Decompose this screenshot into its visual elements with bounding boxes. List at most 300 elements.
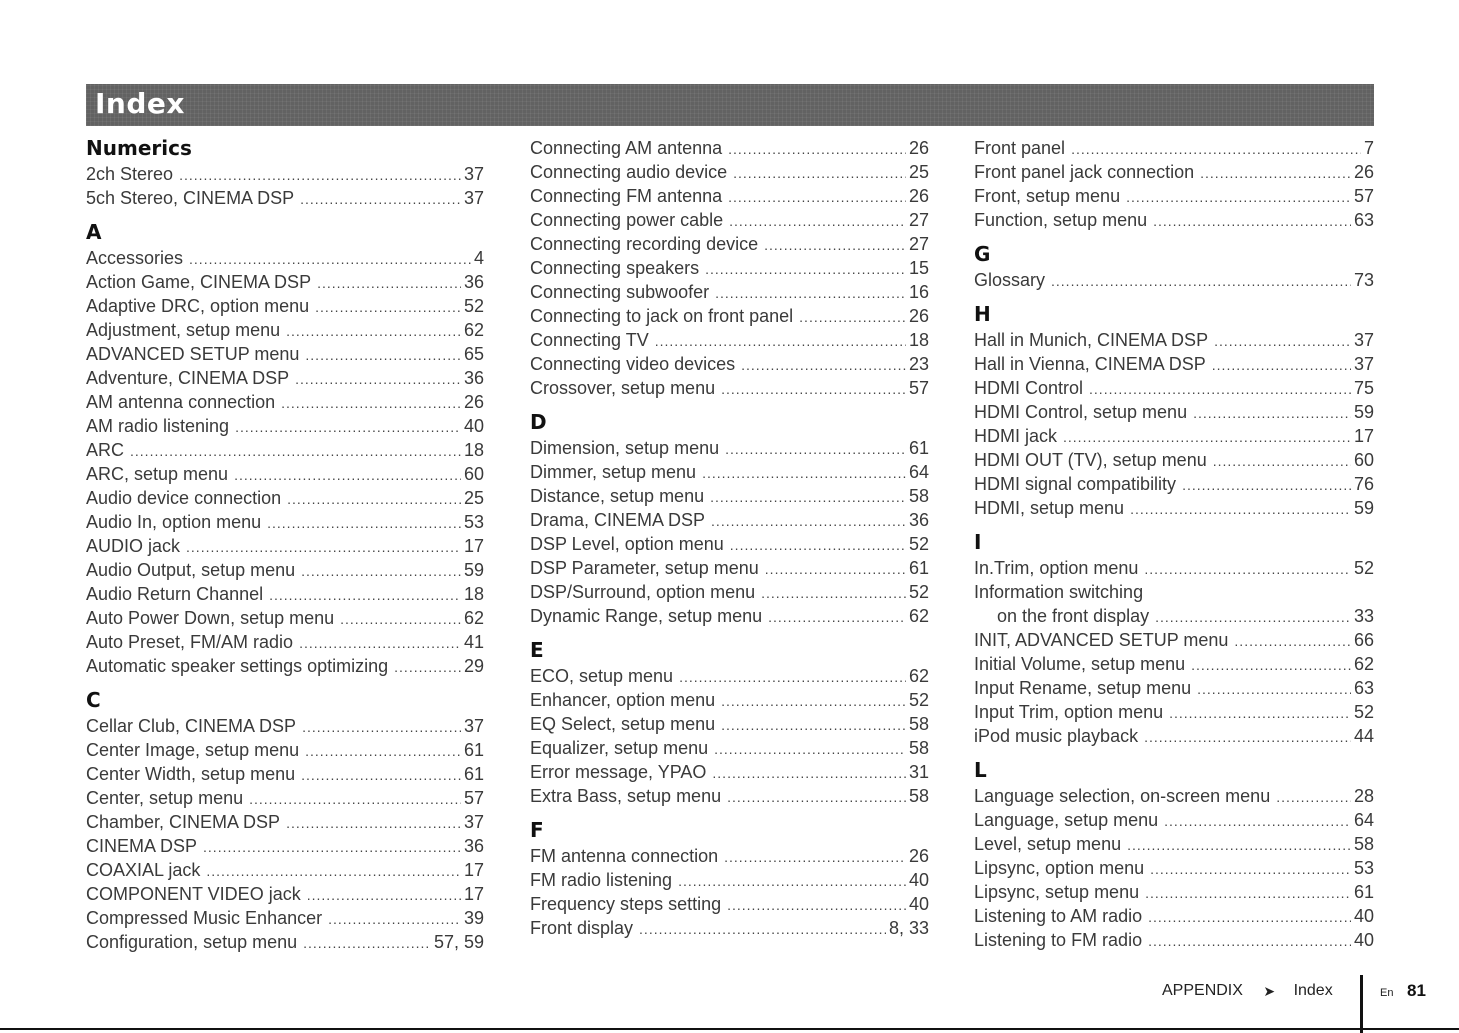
index-term: Front panel jack connection [974,162,1195,182]
dot-leader [203,834,461,859]
page-reference: 58 [908,738,929,758]
page-reference: 64 [1353,810,1374,830]
index-entry [530,352,929,376]
dot-leader [655,328,906,353]
index-entry [974,184,1374,208]
page-reference: 36 [463,836,484,856]
page-reference: 65 [463,344,484,364]
page-reference: 58 [908,786,929,806]
index-entry [530,532,929,556]
dot-leader [302,714,461,739]
page-reference: 37 [1353,354,1374,374]
dot-leader [679,664,906,689]
page-reference: 28 [1353,786,1374,806]
dot-leader [727,784,906,809]
index-term: HDMI, setup menu [974,498,1125,518]
page-reference: 40 [1353,906,1374,926]
dot-leader [1127,832,1351,857]
index-entry [974,160,1374,184]
dot-leader [702,460,906,485]
page-reference: 52 [908,534,929,554]
page-reference: 57 [908,378,929,398]
dot-leader [286,810,461,835]
index-entry [86,858,484,882]
index-entry [86,738,484,762]
index-entry [86,162,484,186]
index-term: ARC [86,440,125,460]
index-entry [530,712,929,736]
index-entry [86,510,484,534]
index-entry [530,280,929,304]
index-entry [974,928,1374,952]
dot-leader [206,858,461,883]
index-entry [530,736,929,760]
index-term: Adjustment, setup menu [86,320,281,340]
index-entry [530,688,929,712]
page-reference: 7 [1363,138,1374,158]
index-term: Lipsync, setup menu [974,882,1140,902]
index-term: Dimension, setup menu [530,438,720,458]
index-term: In.Trim, option menu [974,558,1139,578]
page-reference: 59 [1353,402,1374,422]
index-term: Connecting FM antenna [530,186,723,206]
dot-leader [189,246,471,271]
index-term: ARC, setup menu [86,464,229,484]
page-reference: 64 [908,462,929,482]
index-term: Listening to AM radio [974,906,1143,926]
index-term: Drama, CINEMA DSP [530,510,706,530]
index-entry [530,304,929,328]
dot-leader [1089,376,1351,401]
dot-leader [710,484,906,509]
arrow-right-icon: ➤ [1263,982,1276,999]
page-reference: 62 [908,606,929,626]
dot-leader [765,556,906,581]
index-entry [974,904,1374,928]
index-term: Automatic speaker settings optimizing [86,656,389,676]
dot-leader [727,892,906,917]
index-term: INIT, ADVANCED SETUP menu [974,630,1229,650]
page-reference: 63 [1353,678,1374,698]
section-heading: L [974,758,987,782]
index-entry [530,136,929,160]
index-term: EQ Select, setup menu [530,714,716,734]
index-term: Action Game, CINEMA DSP [86,272,312,292]
dot-leader [715,280,906,305]
index-entry [530,436,929,460]
index-term: Connecting speakers [530,258,700,278]
dot-leader [799,304,906,329]
index-entry [86,810,484,834]
dot-leader [1213,448,1351,473]
index-entry [974,856,1374,880]
page-reference: 53 [1353,858,1374,878]
dot-leader [249,786,461,811]
index-term: FM radio listening [530,870,673,890]
page-reference: 75 [1353,378,1374,398]
footer-section: APPENDIX [1162,982,1243,999]
dot-leader [728,136,906,161]
page-reference: 52 [908,690,929,710]
index-term: AM radio listening [86,416,230,436]
dot-leader [712,760,906,785]
page-reference: 26 [1353,162,1374,182]
index-entry [974,448,1374,472]
page-reference: 76 [1353,474,1374,494]
dot-leader [234,462,461,487]
dot-leader [721,376,906,401]
dot-leader [639,916,886,941]
index-entry [530,892,929,916]
dot-leader [305,738,461,763]
index-term: Auto Power Down, setup menu [86,608,335,628]
index-entry [974,328,1374,352]
dot-leader [1153,208,1351,233]
index-term: Listening to FM radio [974,930,1143,950]
page-reference: 62 [463,320,484,340]
dot-leader [1144,556,1351,581]
dot-leader [711,508,906,533]
index-term: Front display [530,918,634,938]
index-term: Equalizer, setup menu [530,738,709,758]
index-term: DSP Parameter, setup menu [530,558,759,578]
footer-page-name: Index [1293,982,1333,999]
dot-leader [281,390,461,415]
dot-leader [1197,676,1351,701]
index-term: Hall in Vienna, CINEMA DSP [974,354,1206,374]
page-reference: 58 [908,486,929,506]
index-entry [974,880,1374,904]
index-entry [530,556,929,580]
index-term: Connecting to jack on front panel [530,306,794,326]
index-entry [530,460,929,484]
index-entry [86,438,484,462]
dot-leader [721,712,906,737]
index-term: DSP/Surround, option menu [530,582,756,602]
section-heading: C [86,688,101,712]
index-term: Connecting AM antenna [530,138,723,158]
index-entry [974,424,1374,448]
index-term: Extra Bass, setup menu [530,786,722,806]
dot-leader [1148,904,1351,929]
index-entry [86,630,484,654]
index-entry [86,606,484,630]
index-term: HDMI jack [974,426,1058,446]
index-entry [86,762,484,786]
page-reference: 17 [463,884,484,904]
index-term: 2ch Stereo [86,164,174,184]
section-heading: F [530,818,544,842]
index-entry [530,508,929,532]
page-reference: 44 [1353,726,1374,746]
index-entry [974,808,1374,832]
page-reference: 52 [1353,558,1374,578]
page-reference: 73 [1353,270,1374,290]
index-entry [530,784,929,808]
index-entry [974,724,1374,748]
index-term: Information switching [974,582,1144,602]
index-entry [974,784,1374,808]
dot-leader [1212,352,1351,377]
index-entry [86,318,484,342]
dot-leader [728,184,906,209]
index-term: Center, setup menu [86,788,244,808]
dot-leader [130,438,461,463]
index-entry [530,484,929,508]
index-entry [530,208,929,232]
dot-leader [1144,724,1351,749]
page-reference: 58 [1353,834,1374,854]
index-term: Connecting power cable [530,210,724,230]
index-column-3 [974,136,1374,952]
page-reference: 17 [463,536,484,556]
index-entry [974,136,1374,160]
index-term: Connecting recording device [530,234,759,254]
dot-leader [1214,328,1351,353]
dot-leader [301,558,461,583]
index-term: Center Image, setup menu [86,740,300,760]
index-entry [530,184,929,208]
page-reference: 37 [463,812,484,832]
page-reference: 61 [463,740,484,760]
index-term: Input Trim, option menu [974,702,1164,722]
index-term: Cellar Club, CINEMA DSP [86,716,297,736]
index-term: Initial Volume, setup menu [974,654,1186,674]
index-entry [530,328,929,352]
dot-leader [1276,784,1351,809]
index-entry [86,294,484,318]
index-term: Audio device connection [86,488,282,508]
dot-leader [1155,604,1351,629]
page-reference: 37 [1353,330,1374,350]
dot-leader [1169,700,1351,725]
footer-divider [1360,975,1363,1033]
index-term: Center Width, setup menu [86,764,296,784]
index-term: Adaptive DRC, option menu [86,296,310,316]
dot-leader [1071,136,1361,161]
page-reference: 59 [463,560,484,580]
dot-leader [678,868,906,893]
page-reference: 61 [1353,882,1374,902]
page-reference: 62 [463,608,484,628]
index-term: Language selection, on-screen menu [974,786,1271,806]
section-heading: D [530,410,547,434]
index-entry [530,664,929,688]
page-reference: 57, 59 [433,932,484,952]
index-entry [86,186,484,210]
index-entry [86,534,484,558]
page-reference: 59 [1353,498,1374,518]
page-reference: 18 [463,584,484,604]
index-entry [974,208,1374,232]
index-entry [530,916,929,940]
page-reference: 29 [463,656,484,676]
page-reference: 52 [1353,702,1374,722]
index-term: Connecting video devices [530,354,736,374]
index-entry [86,906,484,930]
dot-leader [1193,400,1351,425]
page-reference: 23 [908,354,929,374]
index-entry [974,376,1374,400]
dot-leader [303,930,431,955]
index-term: COAXIAL jack [86,860,201,880]
dot-leader [768,604,906,629]
section-heading: A [86,220,102,244]
index-term: Audio In, option menu [86,512,262,532]
dot-leader [300,186,461,211]
page-reference: 27 [908,234,929,254]
dot-leader [315,294,461,319]
dot-leader [730,532,906,557]
dot-leader [1200,160,1351,185]
index-entry [86,834,484,858]
section-heading: H [974,302,991,326]
dot-leader [725,436,906,461]
index-term: DSP Level, option menu [530,534,724,554]
page-reference: 39 [463,908,484,928]
dot-leader [267,510,461,535]
dot-leader [1063,424,1351,449]
dot-leader [307,882,461,907]
index-entry [974,352,1374,376]
index-term: ECO, setup menu [530,666,674,686]
index-term: Auto Preset, FM/AM radio [86,632,294,652]
index-term: 5ch Stereo, CINEMA DSP [86,188,295,208]
page-reference: 58 [908,714,929,734]
index-term: iPod music playback [974,726,1139,746]
dot-leader [733,160,906,185]
page-reference: 26 [908,138,929,158]
dot-leader [186,534,461,559]
index-entry [530,760,929,784]
dot-leader [1130,496,1351,521]
index-entry [86,882,484,906]
page-reference: 25 [463,488,484,508]
index-entry [974,628,1374,652]
index-column-2 [530,136,929,940]
dot-leader [1150,856,1351,881]
index-entry [974,472,1374,496]
dot-leader [235,414,461,439]
index-entry [86,342,484,366]
index-entry [86,486,484,510]
index-term: HDMI Control [974,378,1084,398]
index-entry [86,714,484,738]
index-term: Input Rename, setup menu [974,678,1192,698]
page-reference: 60 [1353,450,1374,470]
index-entry [86,414,484,438]
index-term: Configuration, setup menu [86,932,298,952]
dot-leader [764,232,906,257]
page-reference: 41 [463,632,484,652]
dot-leader [1051,268,1351,293]
page-reference: 26 [908,306,929,326]
dot-leader [287,486,461,511]
index-entry [974,400,1374,424]
index-entry [974,268,1374,292]
page-reference: 37 [463,716,484,736]
page-reference: 36 [463,272,484,292]
dot-leader [705,256,906,281]
page-reference: 61 [908,558,929,578]
page-reference: 18 [463,440,484,460]
index-entry [86,366,484,390]
page-reference: 33 [1353,606,1374,626]
index-term: Enhancer, option menu [530,690,716,710]
dot-leader [299,630,461,655]
page-reference: 8, 33 [888,918,929,938]
dot-leader [1182,472,1351,497]
index-term: Language, setup menu [974,810,1159,830]
page-reference: 40 [908,894,929,914]
page-reference: 60 [463,464,484,484]
index-entry [86,558,484,582]
index-term: Front, setup menu [974,186,1121,206]
index-term: Audio Output, setup menu [86,560,296,580]
dot-leader [724,844,906,869]
index-term: Connecting subwoofer [530,282,710,302]
index-entry [974,832,1374,856]
page-reference: 25 [908,162,929,182]
dot-leader [1145,880,1351,905]
dot-leader [340,606,461,631]
index-term: FM antenna connection [530,846,719,866]
page-reference: 4 [473,248,484,268]
index-term: Audio Return Channel [86,584,264,604]
page-reference: 40 [908,870,929,890]
index-entry [530,868,929,892]
page-reference: 62 [908,666,929,686]
page-reference: 63 [1353,210,1374,230]
index-term: HDMI Control, setup menu [974,402,1188,422]
page-reference: 57 [463,788,484,808]
dot-leader [741,352,906,377]
index-entry [86,654,484,678]
dot-leader [1164,808,1351,833]
dot-leader [729,208,906,233]
index-term: Chamber, CINEMA DSP [86,812,281,832]
dot-leader [1148,928,1351,953]
index-term: HDMI signal compatibility [974,474,1177,494]
page-reference: 26 [908,186,929,206]
page-reference: 62 [1353,654,1374,674]
page-reference: 61 [463,764,484,784]
page-title: Index [95,87,185,120]
index-term: Dimmer, setup menu [530,462,697,482]
index-term: Error message, YPAO [530,762,707,782]
index-term: COMPONENT VIDEO jack [86,884,301,904]
page-reference: 31 [908,762,929,782]
dot-leader [721,688,906,713]
dot-leader [301,762,461,787]
index-entry [530,604,929,628]
index-term: CINEMA DSP [86,836,198,856]
section-heading: G [974,242,991,266]
index-banner [86,84,1374,126]
index-entry [86,390,484,414]
page-reference: 53 [463,512,484,532]
index-entry [974,580,1374,604]
page-reference: 36 [908,510,929,530]
index-entry [974,496,1374,520]
section-heading: I [974,530,982,554]
page-number: 81 [1407,981,1426,1000]
index-entry [86,270,484,294]
index-entry [86,930,484,954]
index-term: AM antenna connection [86,392,276,412]
page-reference: 17 [463,860,484,880]
page-reference: 37 [463,188,484,208]
